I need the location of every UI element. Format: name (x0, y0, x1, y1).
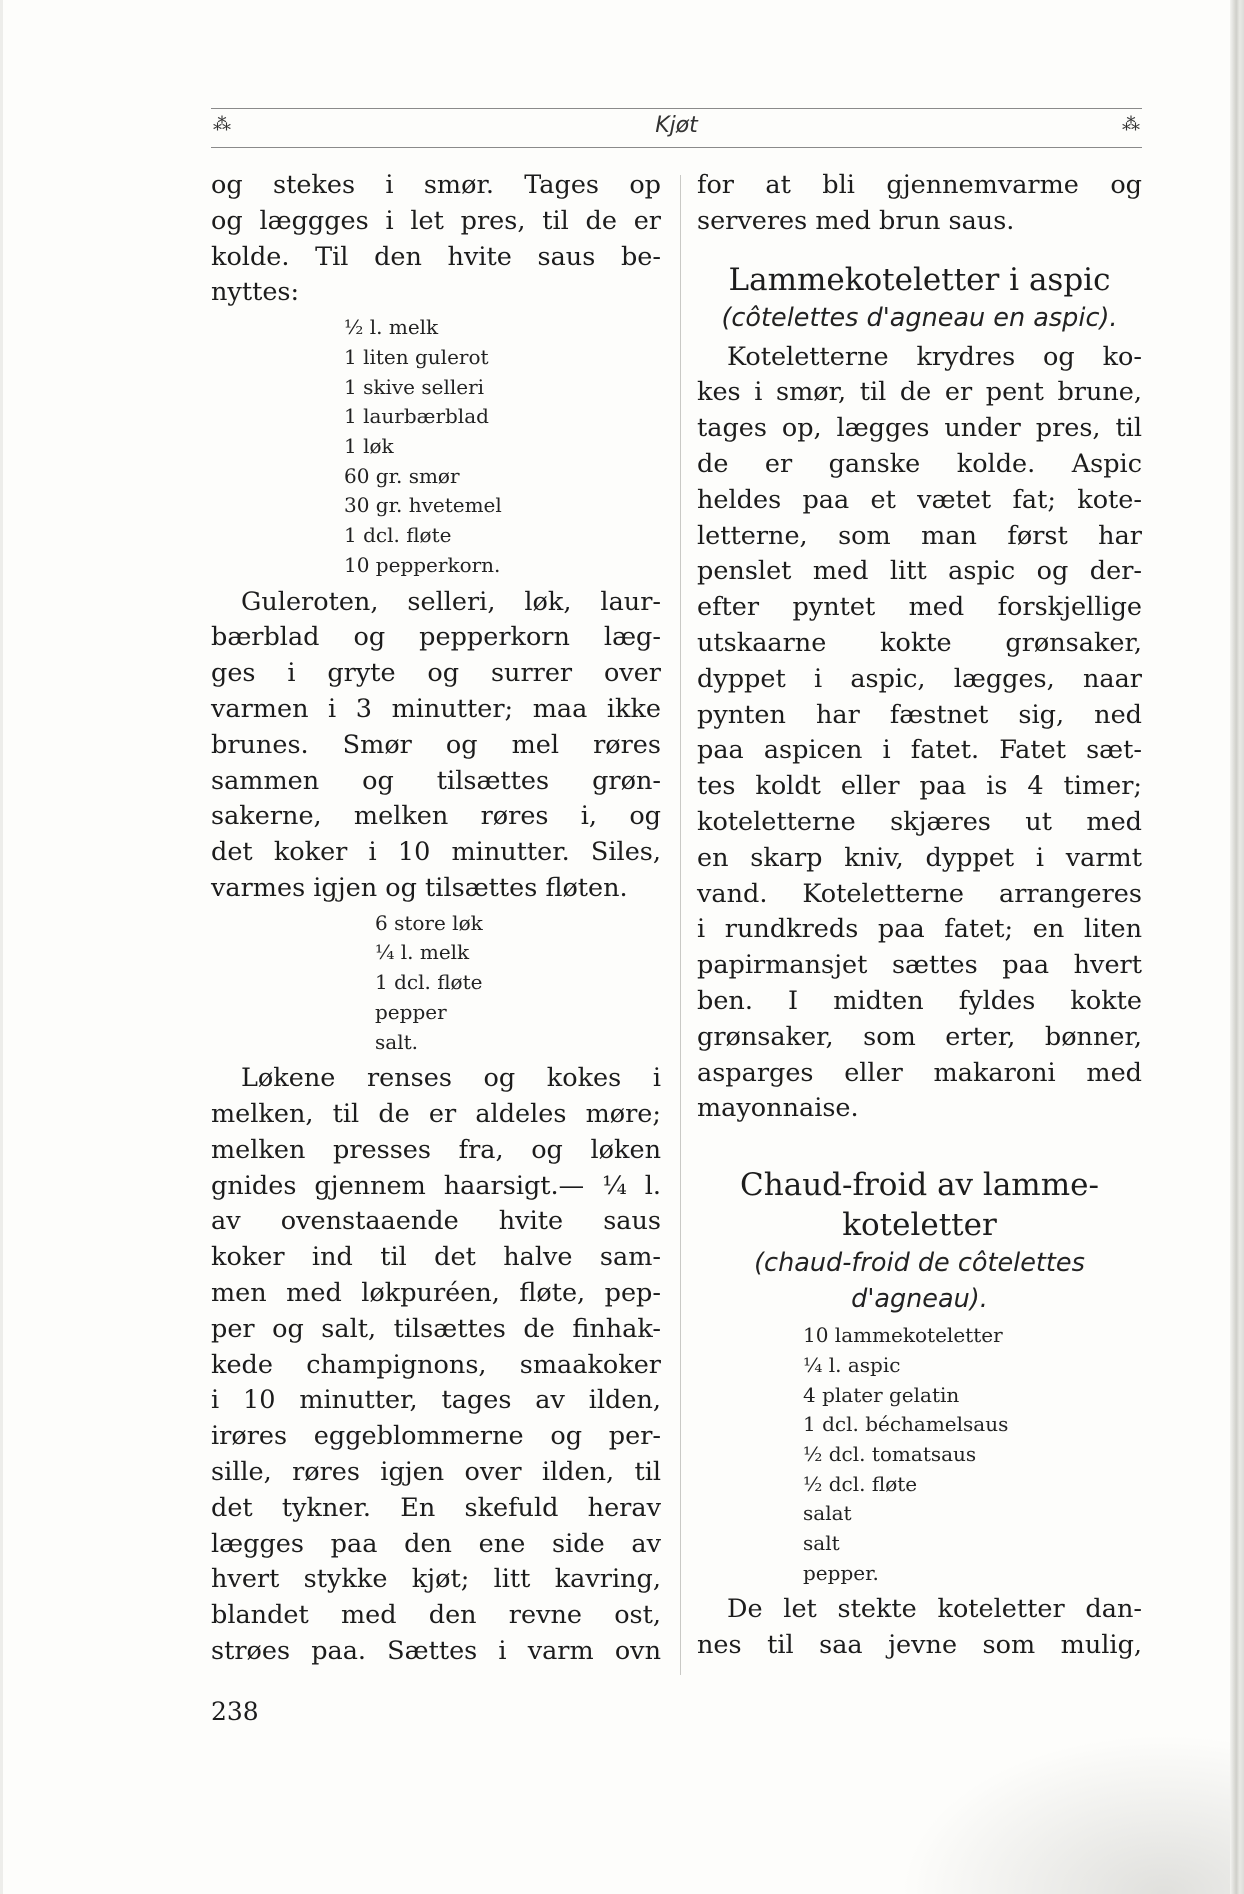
ingredient-item: salt (803, 1531, 840, 1556)
text-line: melken, til de er aldeles møre; (211, 1099, 661, 1129)
ingredient-item: 1 dcl. fløte (375, 970, 483, 995)
paragraph-white-sauce-method (211, 585, 661, 907)
text-line: av ovenstaaende hvite saus (211, 1206, 661, 1237)
paragraph-aspic-method (697, 340, 1142, 1128)
ornament-left-icon: ⁂ (213, 114, 231, 135)
paragraph-fry-instructions (211, 168, 661, 311)
ingredient-item: ½ dcl. fløte (803, 1471, 918, 1496)
text-line: ben. I midten fyldes kokte (697, 985, 1142, 1016)
text-line: irøres eggeblommerne og per- (211, 1421, 661, 1452)
text-line: bærblad og pepperkorn læg- (211, 622, 661, 653)
paragraph-continuation (697, 168, 1142, 240)
text-line: serveres med brun saus. (697, 205, 1015, 236)
text-line: Guleroten, selleri, løk, laur- (241, 586, 661, 617)
text-line: for at bli gjennemvarme og (697, 170, 1142, 200)
paragraph-chaud-froid-method (697, 1592, 1142, 1664)
heading-line: koteletter (842, 1207, 997, 1244)
text-line: dyppet i aspic, lægges, naar (697, 663, 1142, 694)
recipe-heading-chaud-froid (697, 1165, 1142, 1245)
text-line: penslet med litt aspic og der- (697, 556, 1142, 587)
text-line: en skarp kniv, dyppet i varmt (697, 842, 1142, 873)
heading-line: Chaud-froid av lamme- (740, 1167, 1099, 1204)
text-line: mayonnaise. (697, 1093, 859, 1124)
text-line: tes koldt eller paa is 4 timer; (697, 771, 1142, 802)
ingredient-item: ½ l. melk (344, 315, 439, 340)
text-line: Koteletterne krydres og ko- (727, 341, 1142, 372)
page-corner-shadow (900, 1734, 1230, 1894)
ingredient-item: pepper (375, 999, 447, 1024)
text-line: i 10 minutter, tages av ilden, (211, 1385, 661, 1416)
text-line: lægges paa den ene side av (211, 1528, 661, 1559)
ingredient-item: pepper. (803, 1560, 879, 1585)
ingredient-item: 1 laurbærblad (344, 404, 489, 429)
ingredient-list-white-sauce (211, 313, 661, 580)
text-line: vand. Koteletterne arrangeres (697, 878, 1142, 909)
text-line: sille, røres igjen over ilden, til (211, 1456, 661, 1487)
running-header-title: Kjøt (655, 113, 698, 138)
text-line: nes til saa jevne som mulig, (697, 1630, 1142, 1661)
text-line: koteletterne skjæres ut med (697, 806, 1142, 837)
text-line: og stekes i smør. Tages op (211, 170, 661, 200)
ingredient-item: 1 dcl. fløte (344, 523, 452, 548)
text-line: blandet med den revne ost, (211, 1600, 661, 1631)
text-line: tages op, lægges under pres, til (697, 413, 1142, 444)
page-number: 238 (211, 1697, 259, 1726)
text-line: pynten har fæstnet sig, ned (697, 699, 1142, 730)
text-line: asparges eller makaroni med (697, 1057, 1142, 1088)
text-line: det tykner. En skefuld herav (211, 1492, 661, 1523)
text-line: ges i gryte og surrer over (211, 658, 661, 689)
ingredient-item: 1 løk (344, 434, 394, 458)
text-line: nyttes: (211, 277, 300, 308)
text-line: De let stekte koteletter dan- (727, 1594, 1142, 1625)
text-line: kolde. Til den hvite saus be- (211, 241, 661, 272)
ingredient-item: ¼ l. aspic (803, 1352, 901, 1377)
subtitle-line: d'agneau). (851, 1284, 988, 1315)
ingredient-item: salt. (375, 1029, 418, 1054)
text-line: i rundkreds paa fatet; en liten (697, 914, 1142, 945)
text-line: de er ganske kolde. Aspic (697, 448, 1142, 479)
ingredient-item: ½ dcl. tomatsaus (803, 1441, 977, 1466)
text-line: kede champignons, smaakoker (211, 1349, 661, 1380)
ingredient-item: 1 liten gulerot (344, 344, 489, 369)
recipe-heading-aspic: Lammekoteletter i aspic (728, 261, 1111, 298)
text-line: sakerne, melken røres i, og (211, 801, 661, 832)
text-line: per og salt, tilsættes de finhak- (211, 1313, 661, 1344)
ingredient-item: 10 pepperkorn. (344, 552, 501, 577)
ingredient-item: 6 store løk (375, 910, 483, 935)
ingredient-item: 30 gr. hvetemel (344, 493, 502, 518)
text-line: strøes paa. Sættes i varm ovn (211, 1635, 661, 1666)
page-edge-left (0, 0, 3, 1894)
subtitle-line: (chaud-froid de côtelettes (754, 1248, 1085, 1279)
ingredient-item: ¼ l. melk (375, 940, 470, 965)
running-header (211, 108, 1142, 148)
recipe-subtitle-aspic: (côtelettes d'agneau en aspic). (721, 302, 1118, 333)
text-line: brunes. Smør og mel røres (211, 729, 661, 760)
text-line: varmes igjen og tilsættes fløten. (211, 872, 628, 903)
text-line: hvert stykke kjøt; litt kavring, (211, 1564, 661, 1595)
text-line: kes i smør, til de er pent brune, (697, 377, 1142, 408)
recipe-subtitle-chaud-froid (697, 1245, 1142, 1317)
text-line: det koker i 10 minutter. Siles, (211, 837, 661, 868)
text-line: grønsaker, som erter, bønner, (697, 1021, 1142, 1052)
ingredient-item: 1 skive selleri (344, 374, 485, 399)
text-line: gnides gjennem haarsigt.— ¼ l. (211, 1170, 661, 1201)
left-column (211, 168, 661, 1670)
text-line: og læggges i let pres, til de er (211, 205, 661, 236)
text-line: varmen i 3 minutter; maa ikke (211, 693, 661, 724)
ingredient-item: 60 gr. smør (344, 463, 460, 488)
text-line: efter pyntet med forskjellige (697, 592, 1142, 623)
text-line: letterne, som man først har (697, 520, 1142, 551)
text-line: paa aspicen i fatet. Fatet sæt- (697, 735, 1142, 766)
ingredient-item: 10 lammekoteletter (803, 1323, 1003, 1348)
text-line: heldes paa et vætet fat; kote- (697, 484, 1142, 515)
right-column (697, 168, 1142, 1664)
text-line: melken presses fra, og løken (211, 1134, 661, 1165)
paragraph-onion-method (211, 1061, 661, 1670)
ingredient-list-onion-puree (211, 909, 661, 1058)
ingredient-item: 1 dcl. béchamelsaus (803, 1412, 1009, 1437)
text-line: utskaarne kokte grønsaker, (697, 627, 1142, 658)
text-line: men med løkpuréen, fløte, pep- (211, 1277, 661, 1308)
ingredient-list-chaud-froid (697, 1321, 1142, 1588)
ornament-right-icon: ⁂ (1122, 114, 1140, 135)
ingredient-item: 4 plater gelatin (803, 1382, 960, 1407)
text-line: papirmansjet sættes paa hvert (697, 950, 1142, 981)
text-line: sammen og tilsættes grøn- (211, 765, 661, 796)
column-divider (680, 175, 681, 1675)
text-line: koker ind til det halve sam- (211, 1242, 661, 1273)
ingredient-item: salat (803, 1501, 852, 1526)
text-line: Løkene renses og kokes i (241, 1063, 661, 1094)
page-edge-right (1230, 0, 1244, 1894)
